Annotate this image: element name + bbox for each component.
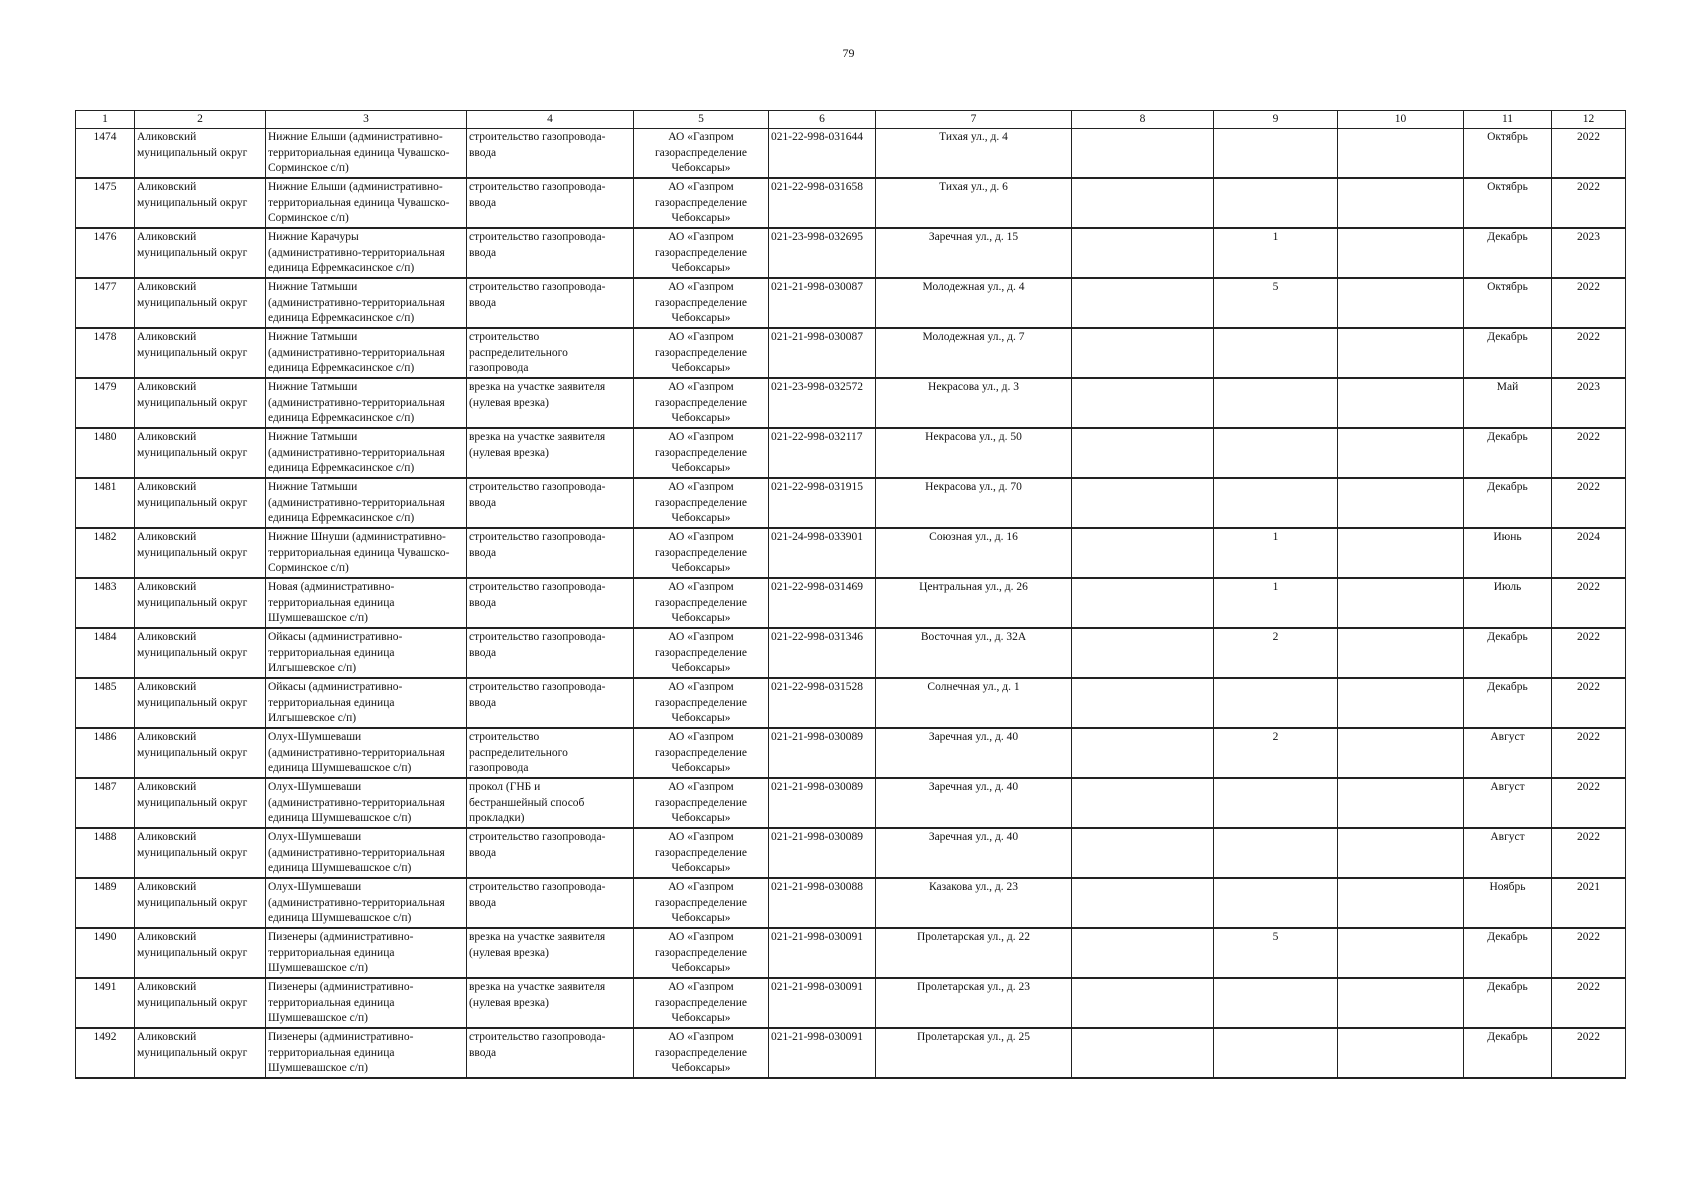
work-type-cell: строительство газопровода- ввода (467, 528, 634, 578)
settlement-cell: Пизенеры (административно- территориальная единица Шумшевашское с/п) (266, 1028, 467, 1078)
column-10-cell (1338, 178, 1464, 228)
month-cell: Октябрь (1464, 129, 1552, 179)
application-code-cell: 021-24-998-033901 (769, 528, 876, 578)
work-type-cell: строительство газопровода- ввода (467, 478, 634, 528)
row-number: 1489 (76, 878, 135, 928)
row-number: 1491 (76, 978, 135, 1028)
column-8-cell (1072, 378, 1214, 428)
work-type-cell: врезка на участке заявителя (нулевая врезка) (467, 378, 634, 428)
organization-cell: АО «Газпром газораспределение Чебоксары» (634, 528, 769, 578)
column-10-cell (1338, 628, 1464, 678)
column-9-cell: 1 (1214, 228, 1338, 278)
month-cell: Декабрь (1464, 228, 1552, 278)
address-cell: Союзная ул., д. 16 (876, 528, 1072, 578)
address-cell: Пролетарская ул., д. 23 (876, 978, 1072, 1028)
column-8-cell (1072, 678, 1214, 728)
column-10-cell (1338, 278, 1464, 328)
organization-cell: АО «Газпром газораспределение Чебоксары» (634, 628, 769, 678)
work-type-cell: строительство газопровода- ввода (467, 878, 634, 928)
organization-cell: АО «Газпром газораспределение Чебоксары» (634, 278, 769, 328)
district-cell: Аликовский муниципальный округ (135, 978, 266, 1028)
address-cell: Молодежная ул., д. 4 (876, 278, 1072, 328)
settlement-cell: Нижние Шнуши (административно- территориальная единица Чувашско- Сорминское с/п) (266, 528, 467, 578)
year-cell: 2021 (1552, 878, 1626, 928)
application-code-cell: 021-21-998-030091 (769, 1028, 876, 1078)
row-number: 1480 (76, 428, 135, 478)
district-cell: Аликовский муниципальный округ (135, 129, 266, 179)
work-type-cell: строительство газопровода- ввода (467, 129, 634, 179)
column-8-cell (1072, 528, 1214, 578)
column-header: 2 (135, 111, 266, 129)
organization-cell: АО «Газпром газораспределение Чебоксары» (634, 828, 769, 878)
year-cell: 2023 (1552, 378, 1626, 428)
organization-cell: АО «Газпром газораспределение Чебоксары» (634, 678, 769, 728)
year-cell: 2022 (1552, 1028, 1626, 1078)
table-row (76, 978, 1626, 1028)
row-number: 1481 (76, 478, 135, 528)
column-8-cell (1072, 428, 1214, 478)
table-row (76, 528, 1626, 578)
column-10-cell (1338, 878, 1464, 928)
application-code-cell: 021-21-998-030089 (769, 778, 876, 828)
row-number: 1474 (76, 129, 135, 179)
row-number: 1483 (76, 578, 135, 628)
address-cell: Центральная ул., д. 26 (876, 578, 1072, 628)
year-cell: 2023 (1552, 228, 1626, 278)
application-code-cell: 021-21-998-030091 (769, 928, 876, 978)
column-10-cell (1338, 978, 1464, 1028)
settlement-cell: Нижние Татмыши (административно-территориальная единица Ефремкасинское с/п) (266, 328, 467, 378)
column-8-cell (1072, 1028, 1214, 1078)
column-header: 6 (769, 111, 876, 129)
row-number: 1487 (76, 778, 135, 828)
row-number: 1492 (76, 1028, 135, 1078)
column-8-cell (1072, 478, 1214, 528)
column-9-cell (1214, 129, 1338, 179)
district-cell: Аликовский муниципальный округ (135, 278, 266, 328)
column-header: 3 (266, 111, 467, 129)
application-code-cell: 021-22-998-031644 (769, 129, 876, 179)
address-cell: Заречная ул., д. 40 (876, 778, 1072, 828)
column-9-cell (1214, 978, 1338, 1028)
column-number-row (76, 111, 1626, 129)
address-cell: Заречная ул., д. 15 (876, 228, 1072, 278)
address-cell: Пролетарская ул., д. 22 (876, 928, 1072, 978)
month-cell: Август (1464, 828, 1552, 878)
address-cell: Некрасова ул., д. 50 (876, 428, 1072, 478)
district-cell: Аликовский муниципальный округ (135, 228, 266, 278)
month-cell: Декабрь (1464, 628, 1552, 678)
row-number: 1482 (76, 528, 135, 578)
address-cell: Некрасова ул., д. 70 (876, 478, 1072, 528)
application-code-cell: 021-22-998-031658 (769, 178, 876, 228)
settlement-cell: Нижние Татмыши (административно-территориальная единица Ефремкасинское с/п) (266, 378, 467, 428)
district-cell: Аликовский муниципальный округ (135, 828, 266, 878)
organization-cell: АО «Газпром газораспределение Чебоксары» (634, 878, 769, 928)
organization-cell: АО «Газпром газораспределение Чебоксары» (634, 778, 769, 828)
column-9-cell (1214, 1028, 1338, 1078)
year-cell: 2024 (1552, 528, 1626, 578)
table-row (76, 778, 1626, 828)
column-9-cell: 1 (1214, 578, 1338, 628)
work-type-cell: строительство газопровода- ввода (467, 1028, 634, 1078)
row-number: 1486 (76, 728, 135, 778)
column-8-cell (1072, 928, 1214, 978)
work-type-cell: строительство газопровода- ввода (467, 278, 634, 328)
year-cell: 2022 (1552, 778, 1626, 828)
gasification-table (75, 110, 1626, 1079)
table-row (76, 328, 1626, 378)
organization-cell: АО «Газпром газораспределение Чебоксары» (634, 928, 769, 978)
column-header: 5 (634, 111, 769, 129)
settlement-cell: Новая (административно- территориальная единица Шумшевашское с/п) (266, 578, 467, 628)
column-9-cell: 1 (1214, 528, 1338, 578)
district-cell: Аликовский муниципальный округ (135, 678, 266, 728)
column-10-cell (1338, 328, 1464, 378)
settlement-cell: Нижние Татмыши (административно-территориальная единица Ефремкасинское с/п) (266, 278, 467, 328)
table-row (76, 478, 1626, 528)
column-10-cell (1338, 428, 1464, 478)
year-cell: 2022 (1552, 578, 1626, 628)
district-cell: Аликовский муниципальный округ (135, 378, 266, 428)
application-code-cell: 021-21-998-030087 (769, 328, 876, 378)
work-type-cell: строительство газопровода- ввода (467, 678, 634, 728)
organization-cell: АО «Газпром газораспределение Чебоксары» (634, 578, 769, 628)
column-9-cell: 5 (1214, 928, 1338, 978)
year-cell: 2022 (1552, 328, 1626, 378)
work-type-cell: строительство газопровода- ввода (467, 578, 634, 628)
application-code-cell: 021-22-998-031528 (769, 678, 876, 728)
column-8-cell (1072, 328, 1214, 378)
year-cell: 2022 (1552, 178, 1626, 228)
application-code-cell: 021-22-998-031915 (769, 478, 876, 528)
column-8-cell (1072, 828, 1214, 878)
application-code-cell: 021-23-998-032695 (769, 228, 876, 278)
column-8-cell (1072, 878, 1214, 928)
month-cell: Декабрь (1464, 978, 1552, 1028)
table-row (76, 628, 1626, 678)
district-cell: Аликовский муниципальный округ (135, 478, 266, 528)
column-10-cell (1338, 778, 1464, 828)
column-header: 1 (76, 111, 135, 129)
page-number: 79 (842, 46, 855, 60)
month-cell: Декабрь (1464, 428, 1552, 478)
address-cell: Солнечная ул., д. 1 (876, 678, 1072, 728)
table-body (76, 111, 1626, 1079)
district-cell: Аликовский муниципальный округ (135, 578, 266, 628)
month-cell: Октябрь (1464, 178, 1552, 228)
column-header: 7 (876, 111, 1072, 129)
year-cell: 2022 (1552, 478, 1626, 528)
table-row (76, 928, 1626, 978)
column-9-cell (1214, 828, 1338, 878)
settlement-cell: Пизенеры (административно- территориальная единица Шумшевашское с/п) (266, 978, 467, 1028)
table-row (76, 878, 1626, 928)
column-10-cell (1338, 678, 1464, 728)
settlement-cell: Пизенеры (административно- территориальная единица Шумшевашское с/п) (266, 928, 467, 978)
organization-cell: АО «Газпром газораспределение Чебоксары» (634, 378, 769, 428)
row-number: 1477 (76, 278, 135, 328)
settlement-cell: Нижние Елыши (административно- территориальная единица Чувашско- Сорминское с/п) (266, 129, 467, 179)
address-cell: Тихая ул., д. 4 (876, 129, 1072, 179)
address-cell: Тихая ул., д. 6 (876, 178, 1072, 228)
year-cell: 2022 (1552, 728, 1626, 778)
column-10-cell (1338, 928, 1464, 978)
address-cell: Пролетарская ул., д. 25 (876, 1028, 1072, 1078)
application-code-cell: 021-22-998-031469 (769, 578, 876, 628)
organization-cell: АО «Газпром газораспределение Чебоксары» (634, 129, 769, 179)
district-cell: Аликовский муниципальный округ (135, 928, 266, 978)
settlement-cell: Нижние Татмыши (административно-территориальная единица Ефремкасинское с/п) (266, 428, 467, 478)
work-type-cell: строительство газопровода- ввода (467, 828, 634, 878)
column-9-cell: 2 (1214, 728, 1338, 778)
application-code-cell: 021-21-998-030088 (769, 878, 876, 928)
address-cell: Казакова ул., д. 23 (876, 878, 1072, 928)
work-type-cell: строительство газопровода- ввода (467, 228, 634, 278)
column-8-cell (1072, 278, 1214, 328)
settlement-cell: Ойкасы (административно- территориальная единица Илгышевское с/п) (266, 628, 467, 678)
column-10-cell (1338, 378, 1464, 428)
row-number: 1479 (76, 378, 135, 428)
year-cell: 2022 (1552, 129, 1626, 179)
district-cell: Аликовский муниципальный округ (135, 728, 266, 778)
row-number: 1485 (76, 678, 135, 728)
column-8-cell (1072, 228, 1214, 278)
column-header: 4 (467, 111, 634, 129)
month-cell: Октябрь (1464, 278, 1552, 328)
row-number: 1488 (76, 828, 135, 878)
column-8-cell (1072, 578, 1214, 628)
column-9-cell (1214, 878, 1338, 928)
year-cell: 2022 (1552, 428, 1626, 478)
column-10-cell (1338, 578, 1464, 628)
table-row (76, 1028, 1626, 1078)
application-code-cell: 021-22-998-031346 (769, 628, 876, 678)
settlement-cell: Нижние Елыши (административно- территориальная единица Чувашско- Сорминское с/п) (266, 178, 467, 228)
work-type-cell: врезка на участке заявителя (нулевая врезка) (467, 428, 634, 478)
application-code-cell: 021-23-998-032572 (769, 378, 876, 428)
table-row (76, 228, 1626, 278)
column-9-cell (1214, 478, 1338, 528)
district-cell: Аликовский муниципальный округ (135, 328, 266, 378)
year-cell: 2022 (1552, 678, 1626, 728)
table-row (76, 728, 1626, 778)
district-cell: Аликовский муниципальный округ (135, 178, 266, 228)
address-cell: Некрасова ул., д. 3 (876, 378, 1072, 428)
column-10-cell (1338, 528, 1464, 578)
settlement-cell: Ойкасы (административно- территориальная единица Илгышевское с/п) (266, 678, 467, 728)
month-cell: Август (1464, 728, 1552, 778)
settlement-cell: Нижние Карачуры (административно-территориальная единица Ефремкасинское с/п) (266, 228, 467, 278)
settlement-cell: Олух-Шумшеваши (административно-территориальная единица Шумшевашское с/п) (266, 878, 467, 928)
settlement-cell: Олух-Шумшеваши (административно-территориальная единица Шумшевашское с/п) (266, 728, 467, 778)
row-number: 1484 (76, 628, 135, 678)
organization-cell: АО «Газпром газораспределение Чебоксары» (634, 178, 769, 228)
column-8-cell (1072, 129, 1214, 179)
settlement-cell: Олух-Шумшеваши (административно-территориальная единица Шумшевашское с/п) (266, 828, 467, 878)
column-9-cell: 2 (1214, 628, 1338, 678)
year-cell: 2022 (1552, 928, 1626, 978)
work-type-cell: врезка на участке заявителя (нулевая врезка) (467, 978, 634, 1028)
column-8-cell (1072, 728, 1214, 778)
column-9-cell (1214, 678, 1338, 728)
work-type-cell: врезка на участке заявителя (нулевая врезка) (467, 928, 634, 978)
application-code-cell: 021-21-998-030091 (769, 978, 876, 1028)
column-10-cell (1338, 478, 1464, 528)
column-10-cell (1338, 228, 1464, 278)
address-cell: Заречная ул., д. 40 (876, 728, 1072, 778)
column-header: 8 (1072, 111, 1214, 129)
table-row (76, 678, 1626, 728)
month-cell: Май (1464, 378, 1552, 428)
column-9-cell (1214, 178, 1338, 228)
district-cell: Аликовский муниципальный округ (135, 528, 266, 578)
application-code-cell: 021-22-998-032117 (769, 428, 876, 478)
row-number: 1475 (76, 178, 135, 228)
work-type-cell: строительство газопровода- ввода (467, 628, 634, 678)
organization-cell: АО «Газпром газораспределение Чебоксары» (634, 1028, 769, 1078)
address-cell: Восточная ул., д. 32А (876, 628, 1072, 678)
column-header: 11 (1464, 111, 1552, 129)
column-9-cell (1214, 378, 1338, 428)
month-cell: Июль (1464, 578, 1552, 628)
district-cell: Аликовский муниципальный округ (135, 628, 266, 678)
year-cell: 2022 (1552, 978, 1626, 1028)
organization-cell: АО «Газпром газораспределение Чебоксары» (634, 728, 769, 778)
month-cell: Декабрь (1464, 928, 1552, 978)
column-10-cell (1338, 828, 1464, 878)
table-row (76, 278, 1626, 328)
column-10-cell (1338, 1028, 1464, 1078)
year-cell: 2022 (1552, 628, 1626, 678)
column-header: 9 (1214, 111, 1338, 129)
month-cell: Август (1464, 778, 1552, 828)
application-code-cell: 021-21-998-030087 (769, 278, 876, 328)
month-cell: Декабрь (1464, 1028, 1552, 1078)
work-type-cell: прокол (ГНБ и бестраншейный способ прокладки) (467, 778, 634, 828)
table-row (76, 378, 1626, 428)
table-row (76, 129, 1626, 179)
column-8-cell (1072, 178, 1214, 228)
column-9-cell: 5 (1214, 278, 1338, 328)
month-cell: Декабрь (1464, 478, 1552, 528)
year-cell: 2022 (1552, 278, 1626, 328)
column-header: 12 (1552, 111, 1626, 129)
district-cell: Аликовский муниципальный округ (135, 878, 266, 928)
row-number: 1490 (76, 928, 135, 978)
district-cell: Аликовский муниципальный округ (135, 1028, 266, 1078)
table-row (76, 578, 1626, 628)
column-9-cell (1214, 328, 1338, 378)
work-type-cell: строительство распределительного газопровода (467, 728, 634, 778)
settlement-cell: Олух-Шумшеваши (административно-территориальная единица Шумшевашское с/п) (266, 778, 467, 828)
month-cell: Ноябрь (1464, 878, 1552, 928)
application-code-cell: 021-21-998-030089 (769, 728, 876, 778)
address-cell: Молодежная ул., д. 7 (876, 328, 1072, 378)
table-row (76, 828, 1626, 878)
year-cell: 2022 (1552, 828, 1626, 878)
organization-cell: АО «Газпром газораспределение Чебоксары» (634, 978, 769, 1028)
district-cell: Аликовский муниципальный округ (135, 428, 266, 478)
column-header: 10 (1338, 111, 1464, 129)
organization-cell: АО «Газпром газораспределение Чебоксары» (634, 228, 769, 278)
column-8-cell (1072, 628, 1214, 678)
month-cell: Декабрь (1464, 678, 1552, 728)
row-number: 1476 (76, 228, 135, 278)
month-cell: Декабрь (1464, 328, 1552, 378)
table-row (76, 428, 1626, 478)
column-9-cell (1214, 778, 1338, 828)
work-type-cell: строительство газопровода- ввода (467, 178, 634, 228)
row-number: 1478 (76, 328, 135, 378)
month-cell: Июнь (1464, 528, 1552, 578)
column-9-cell (1214, 428, 1338, 478)
settlement-cell: Нижние Татмыши (административно-территориальная единица Ефремкасинское с/п) (266, 478, 467, 528)
organization-cell: АО «Газпром газораспределение Чебоксары» (634, 328, 769, 378)
column-10-cell (1338, 129, 1464, 179)
column-10-cell (1338, 728, 1464, 778)
district-cell: Аликовский муниципальный округ (135, 778, 266, 828)
application-code-cell: 021-21-998-030089 (769, 828, 876, 878)
address-cell: Заречная ул., д. 40 (876, 828, 1072, 878)
organization-cell: АО «Газпром газораспределение Чебоксары» (634, 478, 769, 528)
column-8-cell (1072, 978, 1214, 1028)
work-type-cell: строительство распределительного газопровода (467, 328, 634, 378)
organization-cell: АО «Газпром газораспределение Чебоксары» (634, 428, 769, 478)
column-8-cell (1072, 778, 1214, 828)
table-row (76, 178, 1626, 228)
